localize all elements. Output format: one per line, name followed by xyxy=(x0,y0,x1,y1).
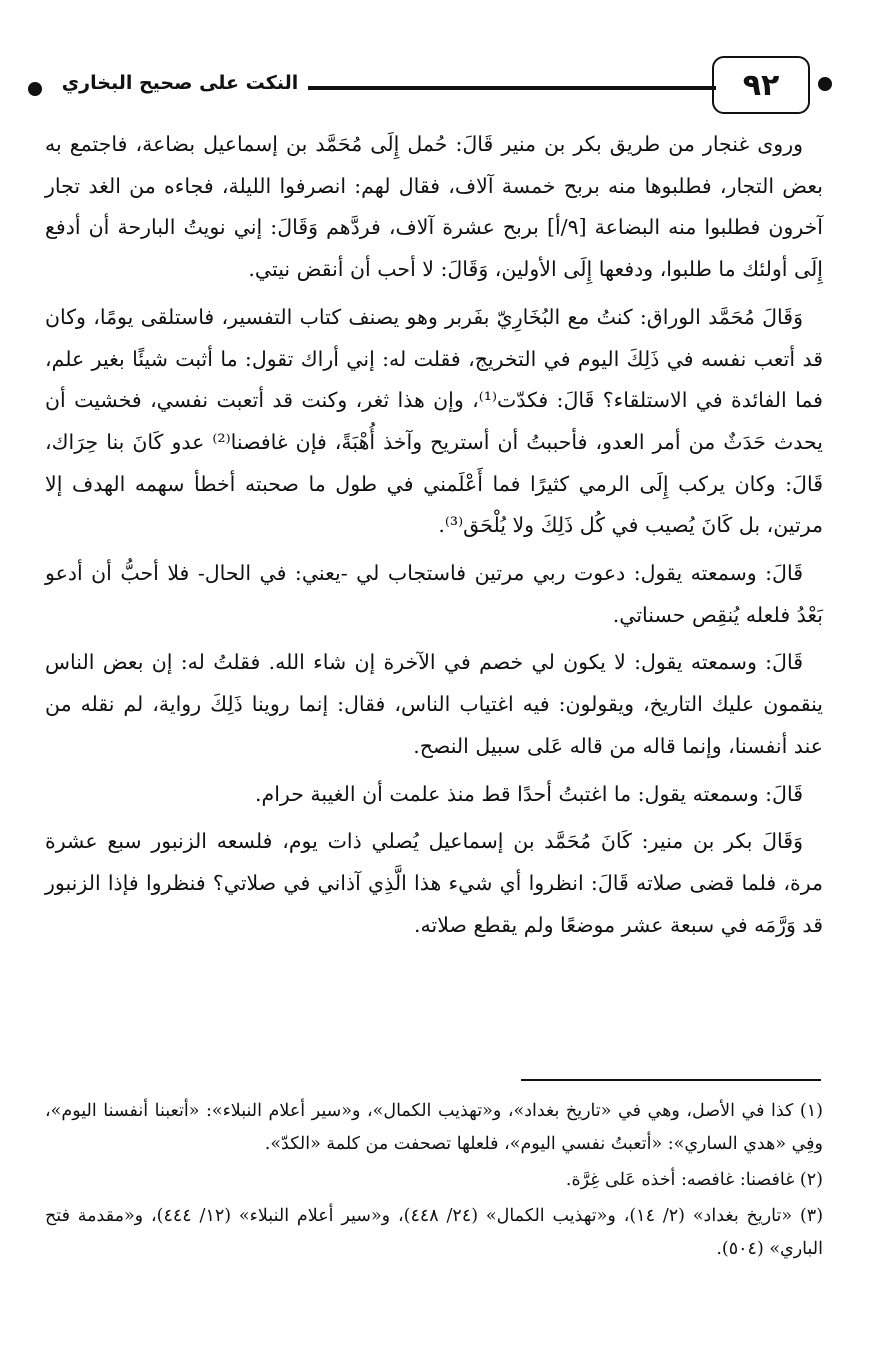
footnote-separator xyxy=(521,1079,821,1081)
page-number: ٩٢ xyxy=(712,56,810,114)
header-ornament-dot-left xyxy=(28,82,42,96)
paragraph: وروى غنجار من طريق بكر بن منير قَالَ: حُمل إِلَى مُحَمَّد بن إسماعيل بضاعة، فاجتمع به بعض التجار، فطلبوها منه بربح خمسة آلاف، فقال لهم: انصرفوا الليلة، فجاءه من الغد تجار آخرون فطلبوا منه البضاعة [٩/أ] بربح عشرة آلاف، فردَّهم وَقَالَ: إني نويتُ البارحة أن أدفع إِلَى أولئك ما طلبوا، ودفعها إِلَى الأولين، وَقَالَ: لا أحب أن أنقض نيتي. xyxy=(45,132,823,282)
footnote-2: (٢) غافصنا: غافصه: أخذه عَلى غِرَّة. xyxy=(565,1170,823,1190)
footnote-3: (٣) «تاريخ بغداد» (٢/ ١٤)، و«تهذيب الكمال» (٢٤/ ٤٤٨)، و«سير أعلام النبلاء» (١٢/ ٤٤٤)، و«مقدمة فتح الباري» (٥٠٤). xyxy=(45,1206,824,1259)
footnote-1: (١) كذا في الأصل، وهي في «تاريخ بغداد»، و«تهذيب الكمال»، و«سير أعلام النبلاء»: «أتعبنا أنفسنا اليوم»، وفِي «هدي الساري»: «أتعبتُ نفسي اليوم»، فلعلها تصحفت من كلمة «الكدّ». xyxy=(45,1101,823,1154)
footnotes xyxy=(45,1095,823,1269)
paragraph: قَالَ: وسمعته يقول: دعوت ربي مرتين فاستجاب لي -يعني: في الحال- فلا أحبُّ أن أدعو بَعْدُ فلعله يُنقِص حسناتي. xyxy=(45,561,823,627)
paragraph: وَقَالَ مُحَمَّد الوراق: كنتُ مع البُخَارِيّ بفَربر وهو يصنف كتاب التفسير، فاستلقى يومًا، وكان قد أتعب نفسه في ذَلِكَ اليوم في التخريج، فقلت له: إني أراك تقول: ما أثبت شيئًا بغير علم، فما الفائدة في الاستلقاء؟ قَالَ: فكدّت⁽¹⁾، وإن هذا ثغر، وكنت قد أتعبت نفسي، فخشيت أن يحدث حَدَثٌ من أمر العدو، فأحببتُ أن أستريح وآخذ أُهْبَةً، فإن غافصنا⁽²⁾ عدو كَانَ بنا حِرَاك، قَالَ: وكان يركب إِلَى الرمي كثيرًا فما أَعْلَمني في طول ما صحبته أخطأ سهمه الهدف إلا مرتين، بل كَانَ يُصيب في كُل ذَلِكَ ولا يُلْحَق⁽³⁾. xyxy=(45,304,823,538)
page-header xyxy=(28,52,828,118)
header-rule xyxy=(308,86,716,90)
header-ornament-dot-right xyxy=(818,77,832,91)
running-title: النكت على صحيح البخاري xyxy=(61,72,299,94)
main-text xyxy=(45,124,823,946)
paragraph: وَقَالَ بكر بن منير: كَانَ مُحَمَّد بن إسماعيل يُصلي ذات يوم، فلسعه الزنبور سبع عشرة مرة، فلما قضى صلاته قَالَ: انظروا أي شيء هذا الَّذِي آذاني في صلاتي؟ فنظروا فإذا الزنبور قد وَرَّمَه في سبعة عشر موضعًا ولم يقطع صلاته. xyxy=(45,829,823,937)
paragraph: قَالَ: وسمعته يقول: ما اغتبتُ أحدًا قط منذ علمت أن الغيبة حرام. xyxy=(255,781,803,806)
paragraph: قَالَ: وسمعته يقول: لا يكون لي خصم في الآخرة إن شاء الله. فقلتُ له: إن بعض الناس ينقمون عليك التاريخ، ويقولون: فيه اغتياب الناس، فقال: إنما روينا ذَلِكَ رواية، لم نقله من عند أنفسنا، وإنما قاله من قاله عَلى سبيل النصح. xyxy=(45,650,823,758)
